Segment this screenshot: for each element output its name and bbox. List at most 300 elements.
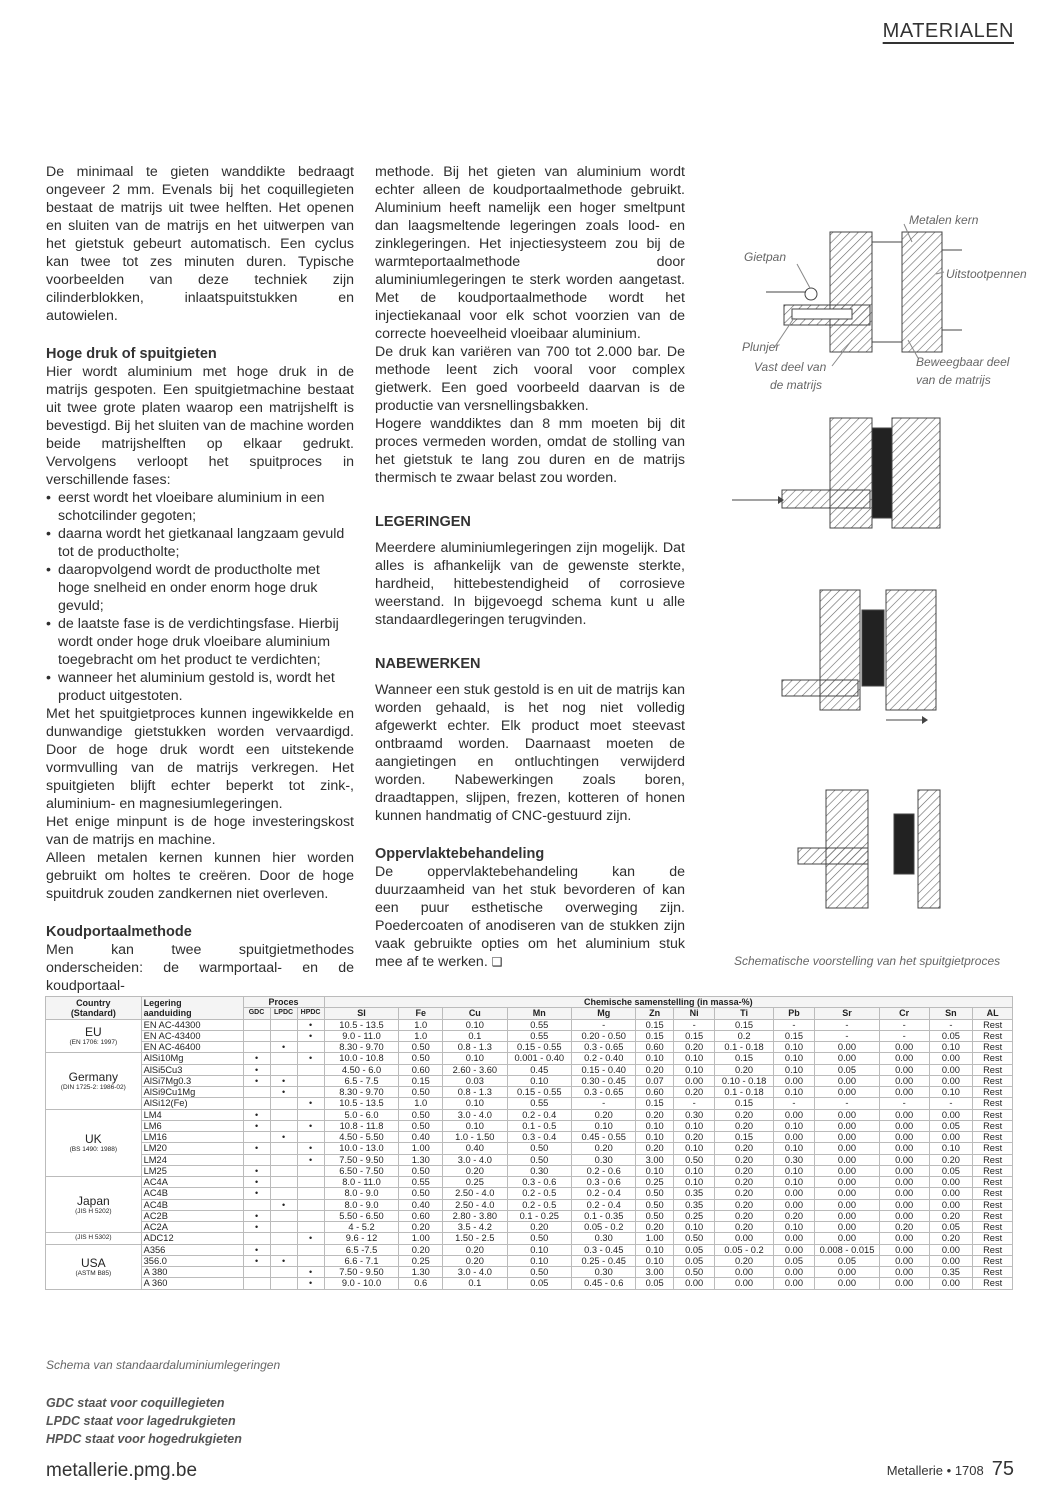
footer-issue bbox=[887, 1458, 1014, 1481]
table-cell-value: 0.10 bbox=[673, 1222, 715, 1233]
table-cell-value: 0.00 bbox=[773, 1278, 815, 1289]
table-cell-value: 0.20 bbox=[636, 1109, 673, 1120]
table-cell-value: 1.0 bbox=[399, 1030, 443, 1041]
table-cell-value: 0.2 - 0.4 bbox=[572, 1188, 636, 1199]
table-cell-value: 0.50 bbox=[399, 1120, 443, 1131]
table-cell-value: 0.00 bbox=[715, 1267, 773, 1278]
table-cell-value: 0.05 bbox=[673, 1244, 715, 1255]
table-cell-value: 0.3 - 0.6 bbox=[572, 1177, 636, 1188]
legend-lpdc: LPDC staat voor lagedrukgieten bbox=[46, 1414, 236, 1428]
table-cell-country bbox=[46, 1244, 142, 1289]
table-cell-lpdc bbox=[270, 1143, 297, 1154]
table-cell-value: 6.6 - 7.1 bbox=[324, 1255, 399, 1266]
table-cell-value: 0.05 bbox=[929, 1030, 973, 1041]
table-cell-value: 2.50 - 4.0 bbox=[443, 1188, 507, 1199]
table-cell-value: 0.05 bbox=[929, 1120, 973, 1131]
table-cell-value: 0.20 bbox=[572, 1109, 636, 1120]
table-row bbox=[46, 1120, 1013, 1131]
table-cell-value: 0.15 bbox=[715, 1098, 773, 1109]
table-cell-value: 0.10 bbox=[636, 1244, 673, 1255]
table-cell-value: 0.00 bbox=[929, 1278, 973, 1289]
table-cell-value: 0.50 bbox=[673, 1267, 715, 1278]
table-cell-value: 0.20 bbox=[715, 1222, 773, 1233]
table-cell-value: 0.50 bbox=[507, 1154, 571, 1165]
table-row bbox=[46, 1267, 1013, 1278]
table-cell-value: 0.6 bbox=[399, 1278, 443, 1289]
table-header-element: Ti bbox=[715, 1008, 773, 1019]
table-cell-value: Rest bbox=[973, 1064, 1013, 1075]
table-cell-value: 0.10 bbox=[673, 1143, 715, 1154]
legend-hpdc: HPDC staat voor hogedrukgieten bbox=[46, 1432, 242, 1446]
table-cell-alloy: ADC12 bbox=[141, 1233, 243, 1244]
table-row bbox=[46, 1210, 1013, 1221]
label-beweegbaar-1: Beweegbaar deel bbox=[916, 355, 1010, 369]
table-cell-lpdc: • bbox=[270, 1087, 297, 1098]
table-row bbox=[46, 1222, 1013, 1233]
table-cell-value: 0.10 bbox=[773, 1120, 815, 1131]
table-cell-value: 0.15 bbox=[715, 1132, 773, 1143]
table-cell-value: 0.20 bbox=[715, 1143, 773, 1154]
table-cell-value: 0.00 bbox=[815, 1042, 879, 1053]
country-standard: (JIS H 5202) bbox=[75, 1207, 112, 1215]
table-cell-hpdc: • bbox=[297, 1154, 324, 1165]
table-cell-value: 0.00 bbox=[879, 1188, 929, 1199]
section-title: MATERIALEN bbox=[882, 20, 1014, 42]
table-cell-lpdc bbox=[270, 1222, 297, 1233]
table-cell-value: 0.05 bbox=[815, 1064, 879, 1075]
table-cell-value: 3.00 bbox=[636, 1267, 673, 1278]
table-cell-value: 0.30 bbox=[673, 1109, 715, 1120]
table-cell-value: 0.50 bbox=[636, 1188, 673, 1199]
paragraph: Met het spuitgietproces kunnen ingewikkelde en dunwandige gietstukken worden vervaardigd. Door de hoge druk wordt een uitstekende vormvulling van de matrijs verkregen. Het spuitgieten blijft echter beperkt tot zink-, aluminium- en magnesiumlegeringen. bbox=[46, 706, 354, 812]
table-header-element: SI bbox=[324, 1008, 399, 1019]
table-cell-value: 0.3 - 0.4 bbox=[507, 1132, 571, 1143]
table-cell-gdc: • bbox=[243, 1064, 270, 1075]
table-cell-value: 6.5 - 7.5 bbox=[324, 1075, 399, 1086]
table-cell-value: Rest bbox=[973, 1120, 1013, 1131]
table-cell-value: 0.00 bbox=[815, 1278, 879, 1289]
table-cell-value: 0.10 bbox=[773, 1165, 815, 1176]
table-header-element: Zn bbox=[636, 1008, 673, 1019]
table-cell-lpdc bbox=[270, 1019, 297, 1030]
table-cell-value: 0.50 bbox=[399, 1188, 443, 1199]
table-cell-value: 10.8 - 11.8 bbox=[324, 1120, 399, 1131]
table-cell-value: 0.00 bbox=[673, 1075, 715, 1086]
table-cell-value: 8.0 - 9.0 bbox=[324, 1199, 399, 1210]
table-cell-value: - bbox=[879, 1098, 929, 1109]
table-cell-value: 1.0 bbox=[399, 1019, 443, 1030]
table-cell-value: 1.0 bbox=[399, 1098, 443, 1109]
table-cell-value: 0.8 - 1.3 bbox=[443, 1042, 507, 1053]
table-cell-value: 3.0 - 4.0 bbox=[443, 1154, 507, 1165]
table-cell-value: 0.50 bbox=[636, 1210, 673, 1221]
table-cell-hpdc: • bbox=[297, 1143, 324, 1154]
table-row bbox=[46, 1244, 1013, 1255]
table-cell-hpdc bbox=[297, 1188, 324, 1199]
table-cell-lpdc bbox=[270, 1030, 297, 1041]
table-cell-hpdc bbox=[297, 1199, 324, 1210]
table-cell-alloy: AlSi7Mg0.3 bbox=[141, 1075, 243, 1086]
table-cell-gdc: • bbox=[243, 1109, 270, 1120]
table-cell-value: 0.05 bbox=[929, 1222, 973, 1233]
table-cell-value: 0.10 bbox=[929, 1143, 973, 1154]
table-cell-value: Rest bbox=[973, 1278, 1013, 1289]
table-cell-value: 0.1 - 0.25 bbox=[507, 1210, 571, 1221]
country-name: UK bbox=[84, 1131, 102, 1146]
table-cell-alloy: AlSi5Cu3 bbox=[141, 1064, 243, 1075]
table-cell-value: Rest bbox=[973, 1244, 1013, 1255]
table-cell-value: 0.10 bbox=[507, 1244, 571, 1255]
country-standard: (DIN 1725-2: 1986-02) bbox=[60, 1083, 126, 1091]
table-cell-alloy: LM24 bbox=[141, 1154, 243, 1165]
table-header-element: Ni bbox=[673, 1008, 715, 1019]
table-cell-value: 0.03 bbox=[443, 1075, 507, 1086]
paragraph: Het enige minpunt is de hoge investeringskost van de matrijs en machine. bbox=[46, 814, 354, 848]
country-name: USA bbox=[80, 1255, 106, 1270]
heading-koudportaal: Koudportaalmethode bbox=[46, 924, 192, 940]
table-cell-value: 0.50 bbox=[399, 1053, 443, 1064]
table-cell-value: 0.20 bbox=[715, 1177, 773, 1188]
page-number: 75 bbox=[991, 1458, 1014, 1480]
table-cell-value: 0.20 bbox=[715, 1188, 773, 1199]
table-cell-value: 0.25 - 0.45 bbox=[572, 1255, 636, 1266]
process-legend bbox=[46, 1394, 242, 1448]
paragraph: Wanneer een stuk gestold is en uit de matrijs kan worden gehaald, is het nog niet volledig afgewerkt echter. Elk product moet steevast ontbraamd worden. Daarnaast moeten de aangietingen en ontluchtingen verwijderd worden. Nabewerkingen zoals boren, draadtappen, slijpen, frezen, kotteren of honen kunnen handmatig of CNC-gestuurd zijn. bbox=[375, 682, 685, 824]
table-cell-value: 0.20 bbox=[715, 1109, 773, 1120]
table-cell-value: 0.20 bbox=[715, 1165, 773, 1176]
table-cell-value: 0.10 - 0.18 bbox=[715, 1075, 773, 1086]
table-cell-value: 0.20 bbox=[929, 1233, 973, 1244]
table-cell-alloy: AC4B bbox=[141, 1188, 243, 1199]
label-beweegbaar-2: van de matrijs bbox=[916, 373, 991, 387]
table-cell-gdc bbox=[243, 1267, 270, 1278]
table-cell-value: 0.00 bbox=[879, 1165, 929, 1176]
table-cell-value: Rest bbox=[973, 1255, 1013, 1266]
table-cell-value: 0.25 bbox=[673, 1210, 715, 1221]
table-cell-value: 0.00 bbox=[879, 1177, 929, 1188]
table-cell-value: 5.50 - 6.50 bbox=[324, 1210, 399, 1221]
table-cell-gdc: • bbox=[243, 1165, 270, 1176]
table-cell-value: 10.5 - 13.5 bbox=[324, 1098, 399, 1109]
figure-caption: Schematische voorstelling van het spuitgietproces bbox=[734, 954, 1001, 968]
label-uitstootpennen: Uitstootpennen bbox=[946, 267, 1027, 281]
table-cell-value: - bbox=[773, 1098, 815, 1109]
table-row bbox=[46, 1233, 1013, 1244]
table-cell-value: 0.00 bbox=[815, 1132, 879, 1143]
table-cell-value: 0.07 bbox=[636, 1075, 673, 1086]
table-cell-value: 0.00 bbox=[879, 1255, 929, 1266]
table-cell-value: 0.05 - 0.2 bbox=[715, 1244, 773, 1255]
table-cell-value: 0.50 bbox=[399, 1165, 443, 1176]
table-header-element: Mg bbox=[572, 1008, 636, 1019]
table-cell-value: 0.15 bbox=[715, 1019, 773, 1030]
table-cell-value: 0.60 bbox=[399, 1064, 443, 1075]
table-cell-value: 0.2 bbox=[715, 1030, 773, 1041]
table-cell-value: 0.00 bbox=[715, 1278, 773, 1289]
table-cell-gdc bbox=[243, 1087, 270, 1098]
table-row bbox=[46, 1177, 1013, 1188]
table-cell-value: 0.00 bbox=[815, 1210, 879, 1221]
table-cell-hpdc: • bbox=[297, 1053, 324, 1064]
table-cell-alloy: LM25 bbox=[141, 1165, 243, 1176]
table-cell-alloy: EN AC-43400 bbox=[141, 1030, 243, 1041]
table-cell-value: - bbox=[879, 1030, 929, 1041]
table-cell-value: 0.00 bbox=[815, 1143, 879, 1154]
table-cell-value: 0.55 bbox=[507, 1019, 571, 1030]
table-cell-value: 0.05 bbox=[929, 1165, 973, 1176]
heading-nabewerken: NABEWERKEN bbox=[375, 656, 481, 672]
table-cell-value: 5.0 - 6.0 bbox=[324, 1109, 399, 1120]
table-cell-alloy: AC2B bbox=[141, 1210, 243, 1221]
table-cell-value: 0.00 bbox=[929, 1075, 973, 1086]
table-cell-value: 0.35 bbox=[929, 1267, 973, 1278]
table-cell-value: 0.00 bbox=[929, 1199, 973, 1210]
table-cell-lpdc bbox=[270, 1154, 297, 1165]
table-cell-gdc bbox=[243, 1199, 270, 1210]
table-row bbox=[46, 1019, 1013, 1030]
table-cell-value: 9.0 - 10.0 bbox=[324, 1278, 399, 1289]
table-cell-value: 0.55 bbox=[507, 1030, 571, 1041]
table-cell-value: 0.3 - 0.65 bbox=[572, 1042, 636, 1053]
table-cell-lpdc bbox=[270, 1267, 297, 1278]
table-row bbox=[46, 1154, 1013, 1165]
article-column-left bbox=[46, 163, 354, 995]
table-cell-hpdc bbox=[297, 1244, 324, 1255]
table-cell-value: 0.00 bbox=[879, 1278, 929, 1289]
table-cell-value: 0.10 bbox=[443, 1120, 507, 1131]
table-cell-value: 0.10 bbox=[443, 1019, 507, 1030]
table-cell-value: Rest bbox=[973, 1019, 1013, 1030]
table-cell-value: 0.1 - 0.18 bbox=[715, 1042, 773, 1053]
table-cell-lpdc bbox=[270, 1278, 297, 1289]
table-cell-value: Rest bbox=[973, 1165, 1013, 1176]
article-column-middle bbox=[375, 163, 685, 971]
table-cell-value: 0.45 - 0.6 bbox=[572, 1278, 636, 1289]
table-cell-alloy: AC4A bbox=[141, 1177, 243, 1188]
table-cell-value: 0.20 bbox=[879, 1222, 929, 1233]
table-cell-alloy: AC4B bbox=[141, 1199, 243, 1210]
table-cell-value: 0.50 bbox=[399, 1109, 443, 1120]
table-row bbox=[46, 1053, 1013, 1064]
table-cell-value: Rest bbox=[973, 1267, 1013, 1278]
heading-legeringen: LEGERINGEN bbox=[375, 514, 471, 530]
table-row bbox=[46, 1278, 1013, 1289]
table-cell-value: 6.50 - 7.50 bbox=[324, 1165, 399, 1176]
table-cell-value: 3.5 - 4.2 bbox=[443, 1222, 507, 1233]
table-cell-value: 0.30 bbox=[572, 1233, 636, 1244]
table-cell-value: 0.20 bbox=[636, 1064, 673, 1075]
table-cell-value: Rest bbox=[973, 1053, 1013, 1064]
table-cell-hpdc bbox=[297, 1210, 324, 1221]
table-cell-value: 0.20 bbox=[443, 1165, 507, 1176]
table-cell-value: 3.00 bbox=[636, 1154, 673, 1165]
table-row bbox=[46, 1188, 1013, 1199]
table-cell-value: 0.20 bbox=[443, 1244, 507, 1255]
table-cell-value: 0.1 bbox=[443, 1030, 507, 1041]
table-cell-value: - bbox=[673, 1019, 715, 1030]
label-vast-deel-1: Vast deel van bbox=[754, 360, 827, 374]
table-cell-value: 8.30 - 9.70 bbox=[324, 1087, 399, 1098]
table-cell-gdc bbox=[243, 1019, 270, 1030]
table-cell-value: 0.00 bbox=[773, 1267, 815, 1278]
table-cell-country bbox=[46, 1177, 142, 1233]
table-header-proc: HPDC bbox=[297, 1008, 324, 1019]
table-cell-lpdc bbox=[270, 1120, 297, 1131]
table-cell-gdc: • bbox=[243, 1210, 270, 1221]
table-cell-country bbox=[46, 1019, 142, 1053]
table-cell-value: 0.10 bbox=[673, 1120, 715, 1131]
table-cell-value: 0.50 bbox=[507, 1143, 571, 1154]
table-cell-value: 0.20 bbox=[773, 1210, 815, 1221]
table-cell-lpdc bbox=[270, 1210, 297, 1221]
table-cell-value: 0.15 bbox=[773, 1030, 815, 1041]
table-cell-value: 0.00 bbox=[929, 1109, 973, 1120]
table-cell-country bbox=[46, 1109, 142, 1177]
table-cell-lpdc bbox=[270, 1188, 297, 1199]
table-cell-value: 0.001 - 0.40 bbox=[507, 1053, 571, 1064]
paragraph: Meerdere aluminiumlegeringen zijn mogelijk. Dat alles is afhankelijk van de gewenste sterkte, hardheid, hittebestendigheid of corrosieve weerstand. In bijgevoegd schema kunt u alle standaardlegeringen terugvinden. bbox=[375, 540, 685, 628]
table-cell-value: 0.20 bbox=[673, 1087, 715, 1098]
table-cell-value: 0.20 bbox=[715, 1199, 773, 1210]
table-cell-lpdc: • bbox=[270, 1255, 297, 1266]
table-header-chem: Chemische samenstelling (in massa-%) bbox=[324, 997, 1012, 1008]
heading-oppervlakte: Oppervlaktebehandeling bbox=[375, 846, 545, 862]
table-cell-value: 0.2 - 0.5 bbox=[507, 1188, 571, 1199]
table-cell-alloy: EN AC-44300 bbox=[141, 1019, 243, 1030]
table-cell-gdc: • bbox=[243, 1053, 270, 1064]
table-cell-hpdc: • bbox=[297, 1030, 324, 1041]
table-cell-value: 0.10 bbox=[673, 1177, 715, 1188]
table-cell-alloy: LM16 bbox=[141, 1132, 243, 1143]
diagram-stage-1 bbox=[742, 213, 1027, 392]
table-cell-value: 0.00 bbox=[879, 1199, 929, 1210]
table-cell-value: 0.00 bbox=[929, 1244, 973, 1255]
table-cell-value: 0.20 bbox=[636, 1143, 673, 1154]
table-cell-alloy: LM6 bbox=[141, 1120, 243, 1131]
list-item: • daarna wordt het gietkanaal langzaam gevuld tot de productholte; bbox=[46, 525, 354, 561]
table-cell-value: 0.1 - 0.18 bbox=[715, 1087, 773, 1098]
table-cell-value: 1.00 bbox=[399, 1233, 443, 1244]
table-row bbox=[46, 1087, 1013, 1098]
table-cell-value: 0.15 bbox=[399, 1075, 443, 1086]
table-cell-value: 3.0 - 4.0 bbox=[443, 1267, 507, 1278]
table-cell-value: 0.20 bbox=[399, 1222, 443, 1233]
table-cell-value: 0.20 bbox=[572, 1143, 636, 1154]
table-cell-hpdc bbox=[297, 1222, 324, 1233]
table-cell-value: 0.20 bbox=[673, 1132, 715, 1143]
table-cell-gdc: • bbox=[243, 1188, 270, 1199]
table-cell-value: 0.15 - 0.55 bbox=[507, 1087, 571, 1098]
table-cell-value: 0.00 bbox=[773, 1075, 815, 1086]
table-cell-value: 0.50 bbox=[507, 1267, 571, 1278]
table-cell-value: 1.00 bbox=[636, 1233, 673, 1244]
table-cell-hpdc bbox=[297, 1132, 324, 1143]
table-cell-value: 0.10 bbox=[636, 1053, 673, 1064]
table-cell-gdc: • bbox=[243, 1177, 270, 1188]
table-header-legering: Legering aanduiding bbox=[141, 997, 243, 1020]
table-cell-value: 0.10 bbox=[773, 1064, 815, 1075]
table-header-element: Cu bbox=[443, 1008, 507, 1019]
table-cell-lpdc bbox=[270, 1098, 297, 1109]
table-cell-alloy: LM20 bbox=[141, 1143, 243, 1154]
table-cell-value: 10.0 - 10.8 bbox=[324, 1053, 399, 1064]
table-cell-value: 0.30 bbox=[572, 1154, 636, 1165]
table-cell-value: 0.00 bbox=[773, 1199, 815, 1210]
list-item: • daaropvolgend wordt de productholte met hoge snelheid en onder enorm hoge druk gevuld; bbox=[46, 561, 354, 615]
table-cell-value: Rest bbox=[973, 1087, 1013, 1098]
table-cell-value: 0.15 bbox=[636, 1019, 673, 1030]
table-cell-value: 0.00 bbox=[929, 1188, 973, 1199]
table-row bbox=[46, 1132, 1013, 1143]
table-cell-value: 0.20 bbox=[929, 1154, 973, 1165]
process-steps-list bbox=[46, 489, 354, 705]
table-row bbox=[46, 1064, 1013, 1075]
table-cell-value: 1.00 bbox=[399, 1143, 443, 1154]
issue-label: Metallerie • 1708 bbox=[886, 1463, 984, 1478]
table-cell-value: 0.00 bbox=[815, 1109, 879, 1120]
table-cell-gdc: • bbox=[243, 1075, 270, 1086]
table-cell-value: 2.50 - 4.0 bbox=[443, 1199, 507, 1210]
table-cell-alloy: A356 bbox=[141, 1244, 243, 1255]
table-cell-lpdc bbox=[270, 1109, 297, 1120]
table-header-proces: Proces bbox=[243, 997, 324, 1008]
table-cell-value: 0.10 bbox=[929, 1042, 973, 1053]
table-row bbox=[46, 1042, 1013, 1053]
table-cell-value: 0.00 bbox=[929, 1255, 973, 1266]
table-row bbox=[46, 1109, 1013, 1120]
legend-gdc: GDC staat voor coquillegieten bbox=[46, 1396, 225, 1410]
table-cell-value: Rest bbox=[973, 1210, 1013, 1221]
table-cell-value: - bbox=[815, 1098, 879, 1109]
table-cell-value: 0.10 bbox=[507, 1075, 571, 1086]
table-cell-value: 0.05 bbox=[507, 1278, 571, 1289]
table-row bbox=[46, 1165, 1013, 1176]
table-cell-value: 0.00 bbox=[815, 1053, 879, 1064]
table-cell-lpdc bbox=[270, 1165, 297, 1176]
country-name: Japan bbox=[76, 1193, 110, 1208]
table-cell-value: Rest bbox=[973, 1154, 1013, 1165]
table-cell-value: 0.15 bbox=[673, 1030, 715, 1041]
diagram-stage-4 bbox=[798, 790, 940, 908]
table-cell-value: Rest bbox=[973, 1042, 1013, 1053]
table-cell-value: 4.50 - 6.0 bbox=[324, 1064, 399, 1075]
table-cell-value: 9.6 - 12 bbox=[324, 1233, 399, 1244]
die-casting-diagram bbox=[722, 190, 1032, 942]
table-cell-value: 0.50 bbox=[399, 1042, 443, 1053]
label-metalen-kern: Metalen kern bbox=[909, 213, 979, 227]
table-cell-value: - bbox=[929, 1098, 973, 1109]
table-cell-value: 0.00 bbox=[929, 1132, 973, 1143]
table-cell-value: Rest bbox=[973, 1109, 1013, 1120]
table-cell-value: 0.00 bbox=[715, 1233, 773, 1244]
table-cell-value: 0.10 bbox=[636, 1165, 673, 1176]
table-cell-value: 0.55 bbox=[507, 1098, 571, 1109]
table-cell-value: 4.50 - 5.50 bbox=[324, 1132, 399, 1143]
table-header-element: Fe bbox=[399, 1008, 443, 1019]
table-cell-value: Rest bbox=[973, 1199, 1013, 1210]
table-cell-value: 0.10 bbox=[443, 1098, 507, 1109]
table-cell-value: 0.00 bbox=[879, 1109, 929, 1120]
list-item: • de laatste fase is de verdichtingsfase. Hierbij wordt onder hoge druk vloeibare aluminium toegebracht om het product te verdichten; bbox=[46, 615, 354, 669]
table-cell-lpdc bbox=[270, 1233, 297, 1244]
table-cell-value: 0.40 bbox=[399, 1199, 443, 1210]
label-plunjer: Plunjer bbox=[742, 340, 780, 354]
table-cell-lpdc: • bbox=[270, 1132, 297, 1143]
diagram-stage-2 bbox=[732, 418, 940, 528]
list-item: • eerst wordt het vloeibare aluminium in een schotcilinder gegoten; bbox=[46, 489, 354, 525]
table-header-proc: LPDC bbox=[270, 1008, 297, 1019]
site-url-link[interactable]: metallerie.pmg.be bbox=[46, 1460, 198, 1481]
